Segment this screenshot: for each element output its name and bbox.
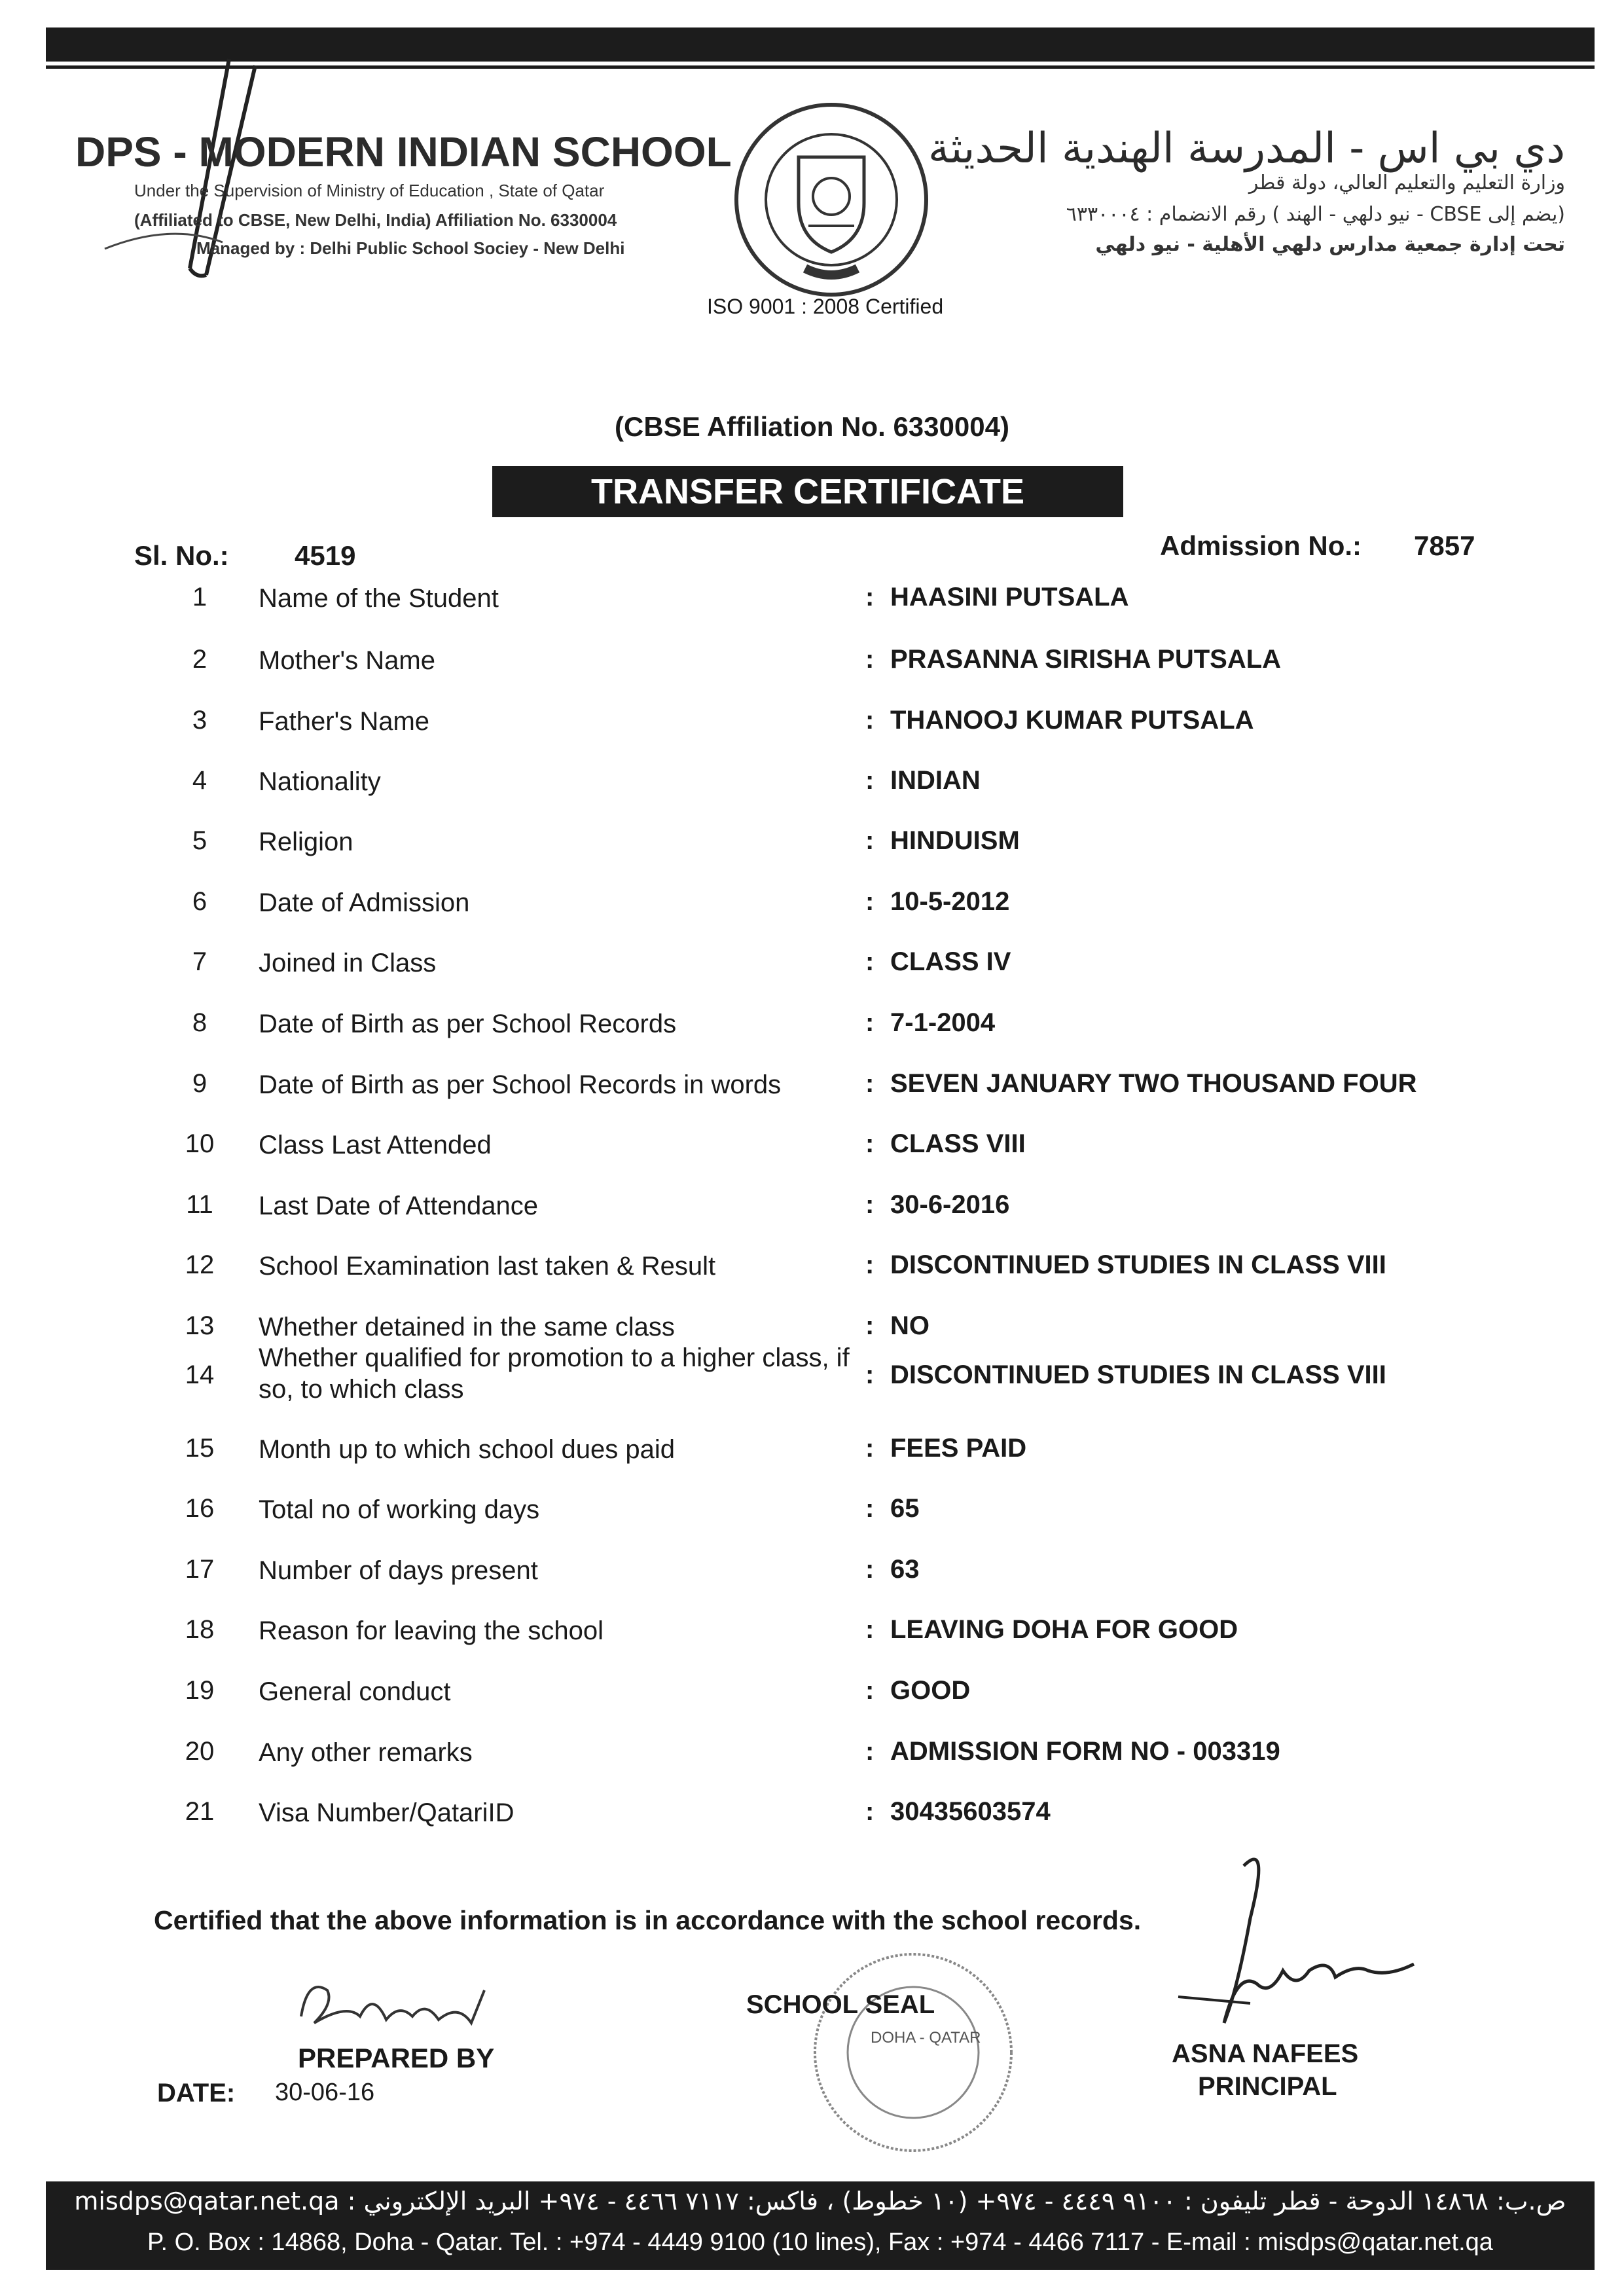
school-seal xyxy=(740,1938,1015,2174)
field-row xyxy=(0,1555,1624,1607)
field-value: NO xyxy=(890,1311,929,1340)
field-row xyxy=(0,766,1624,818)
principal-name: ASNA NAFEES xyxy=(1172,2039,1359,2068)
field-colon: : xyxy=(865,1008,875,1037)
field-number: 6 xyxy=(192,887,208,916)
field-colon: : xyxy=(865,826,875,855)
certificate-title: TRANSFER CERTIFICATE xyxy=(492,466,1123,517)
school-name: DPS - MODERN INDIAN SCHOOL xyxy=(75,128,732,175)
field-colon: : xyxy=(865,1190,875,1219)
field-label: Any other remarks xyxy=(259,1738,473,1767)
school-logo xyxy=(730,98,933,301)
arabic-line-1: وزارة التعليم والتعليم العالي، دولة قطر xyxy=(1248,172,1565,194)
field-value: 7-1-2004 xyxy=(890,1008,996,1037)
field-row xyxy=(0,1129,1624,1182)
field-label: Date of Birth as per School Records xyxy=(259,1010,677,1038)
arabic-line-3: تحت إدارة جمعية مدارس دلهي الأهلية - نيو دلهي xyxy=(1095,233,1565,256)
field-number: 1 xyxy=(192,583,208,611)
admission-number-label: Admission No.: xyxy=(1160,530,1362,561)
field-label: Total no of working days xyxy=(259,1495,540,1524)
field-value: THANOOJ KUMAR PUTSALA xyxy=(890,706,1254,735)
field-row xyxy=(0,1737,1624,1789)
field-label: Date of Admission xyxy=(259,888,470,917)
field-row xyxy=(0,1008,1624,1061)
field-label: Visa Number/QatariID xyxy=(259,1798,514,1827)
field-row xyxy=(0,1434,1624,1486)
field-value: 10-5-2012 xyxy=(890,887,1010,916)
field-label: Whether detained in the same class xyxy=(259,1313,675,1341)
field-number: 17 xyxy=(185,1555,215,1584)
field-value: CLASS IV xyxy=(890,947,1011,976)
serial-number-value: 4519 xyxy=(295,540,356,571)
field-colon: : xyxy=(865,1434,875,1463)
field-colon: : xyxy=(865,887,875,916)
field-value: GOOD xyxy=(890,1676,971,1705)
field-row xyxy=(0,1250,1624,1303)
field-colon: : xyxy=(865,583,875,611)
seal-text: SCHOOL SEAL xyxy=(746,1990,935,2019)
field-colon: : xyxy=(865,1069,875,1098)
arabic-line-2: (يضم إلى CBSE - نيو دلهي - الهند ) رقم الانضمام : ٦٣٣٠٠٠٤ xyxy=(1066,203,1565,226)
field-label: Reason for leaving the school xyxy=(259,1616,604,1645)
field-number: 11 xyxy=(186,1190,213,1219)
field-value: DISCONTINUED STUDIES IN CLASS VIII xyxy=(890,1360,1386,1389)
field-colon: : xyxy=(865,1250,875,1279)
field-label: School Examination last taken & Result xyxy=(259,1252,716,1281)
field-row xyxy=(0,826,1624,879)
field-number: 7 xyxy=(192,947,208,976)
prepared-by-label: PREPARED BY xyxy=(298,2043,495,2073)
field-colon: : xyxy=(865,1676,875,1705)
field-number: 20 xyxy=(185,1737,215,1766)
principal-signature xyxy=(1172,1840,1434,2036)
field-number: 18 xyxy=(185,1615,215,1644)
field-value: HINDUISM xyxy=(890,826,1020,855)
field-colon: : xyxy=(865,947,875,976)
field-colon: : xyxy=(865,1311,875,1340)
field-row xyxy=(0,1494,1624,1546)
field-number: 19 xyxy=(185,1676,215,1705)
field-value: INDIAN xyxy=(890,766,981,795)
affiliation-line: (Affiliated to CBSE, New Delhi, India) Affiliation No. 6330004 xyxy=(134,210,617,230)
field-value: 65 xyxy=(890,1494,920,1523)
field-row xyxy=(0,1676,1624,1728)
field-number: 3 xyxy=(192,706,208,735)
field-row xyxy=(0,1343,1624,1413)
field-label: Last Date of Attendance xyxy=(259,1192,538,1220)
field-colon: : xyxy=(865,1360,875,1389)
field-label: Father's Name xyxy=(259,707,430,736)
field-label: Nationality xyxy=(259,767,381,796)
field-row xyxy=(0,1190,1624,1243)
field-value: DISCONTINUED STUDIES IN CLASS VIII xyxy=(890,1250,1386,1279)
field-number: 4 xyxy=(192,766,208,795)
field-number: 16 xyxy=(185,1494,215,1523)
field-colon: : xyxy=(865,1494,875,1523)
field-value: HAASINI PUTSALA xyxy=(890,583,1129,611)
field-value: 63 xyxy=(890,1555,920,1584)
contact-footer xyxy=(46,2181,1595,2270)
date-label: DATE: xyxy=(157,2079,236,2107)
field-label: Name of the Student xyxy=(259,584,499,613)
date-value: 30-06-16 xyxy=(275,2079,375,2106)
field-colon: : xyxy=(865,706,875,735)
field-colon: : xyxy=(865,1555,875,1584)
field-label: Number of days present xyxy=(259,1556,538,1585)
field-label: Mother's Name xyxy=(259,646,435,675)
field-row xyxy=(0,1069,1624,1121)
principal-title: PRINCIPAL xyxy=(1198,2072,1337,2101)
cbse-affiliation: (CBSE Affiliation No. 6330004) xyxy=(615,411,1009,442)
field-value: 30-6-2016 xyxy=(890,1190,1010,1219)
field-number: 10 xyxy=(185,1129,215,1158)
field-number: 2 xyxy=(192,645,208,674)
field-value: FEES PAID xyxy=(890,1434,1027,1463)
field-value: LEAVING DOHA FOR GOOD xyxy=(890,1615,1238,1644)
field-value: CLASS VIII xyxy=(890,1129,1026,1158)
iso-certification: ISO 9001 : 2008 Certified xyxy=(707,295,944,318)
field-colon: : xyxy=(865,1615,875,1644)
certification-statement: Certified that the above information is in accordance with the school records. xyxy=(154,1905,1142,1935)
field-number: 15 xyxy=(185,1434,215,1463)
field-label: General conduct xyxy=(259,1677,451,1706)
supervision-line: Under the Supervision of Ministry of Education , State of Qatar xyxy=(134,181,605,200)
english-contact-line: P. O. Box : 14868, Doha - Qatar. Tel. : +974 - 4449 9100 (10 lines), Fax : +974 - 4466 7117 - E-mail : misdps@qatar.net.qa xyxy=(147,2229,1493,2256)
field-colon: : xyxy=(865,1797,875,1826)
field-number: 8 xyxy=(192,1008,208,1037)
field-number: 21 xyxy=(185,1797,215,1826)
arabic-school-name: دي بي اس - المدرسة الهندية الحديثة xyxy=(928,124,1565,173)
field-colon: : xyxy=(865,645,875,674)
field-value: SEVEN JANUARY TWO THOUSAND FOUR xyxy=(890,1069,1417,1098)
preparer-signature xyxy=(288,1964,511,2049)
field-label: Class Last Attended xyxy=(259,1131,492,1159)
field-number: 9 xyxy=(192,1069,208,1098)
field-number: 13 xyxy=(185,1311,215,1340)
field-colon: : xyxy=(865,766,875,795)
field-row xyxy=(0,1615,1624,1667)
field-number: 14 xyxy=(185,1360,215,1389)
seal-subtext: DOHA - QATAR xyxy=(871,2029,981,2047)
field-colon: : xyxy=(865,1129,875,1158)
field-row xyxy=(0,887,1624,939)
field-number: 12 xyxy=(185,1250,215,1279)
field-label: Date of Birth as per School Records in words xyxy=(259,1070,782,1099)
field-number: 5 xyxy=(192,826,208,855)
field-value: ADMISSION FORM NO - 003319 xyxy=(890,1737,1280,1766)
managed-by-line: Managed by : Delhi Public School Sociey - New Delhi xyxy=(196,238,625,258)
arabic-contact-line: ص.ب: ١٤٨٦٨ الدوحة - قطر تليفون : ٩١٠٠ ٤٤٤٩ - ٩٧٤+ (١٠ خطوط) ، فاكس: ٧١١٧ ٤٤٦٦ - ٩٧٤+ البريد الإلكتروني : misdps@qatar.net.qa xyxy=(74,2187,1566,2215)
field-label: Whether qualified for promotion to a higher class, if so, to which class xyxy=(259,1343,850,1404)
field-label: Joined in Class xyxy=(259,949,437,977)
field-label: Religion xyxy=(259,828,353,856)
field-value: 30435603574 xyxy=(890,1797,1051,1826)
field-row xyxy=(0,706,1624,758)
field-colon: : xyxy=(865,1737,875,1766)
field-row xyxy=(0,645,1624,697)
field-row xyxy=(0,947,1624,1000)
serial-number-label: Sl. No.: xyxy=(134,540,229,571)
field-row xyxy=(0,583,1624,635)
field-label: Month up to which school dues paid xyxy=(259,1435,675,1464)
field-value: PRASANNA SIRISHA PUTSALA xyxy=(890,645,1282,674)
admission-number-value: 7857 xyxy=(1414,530,1475,561)
